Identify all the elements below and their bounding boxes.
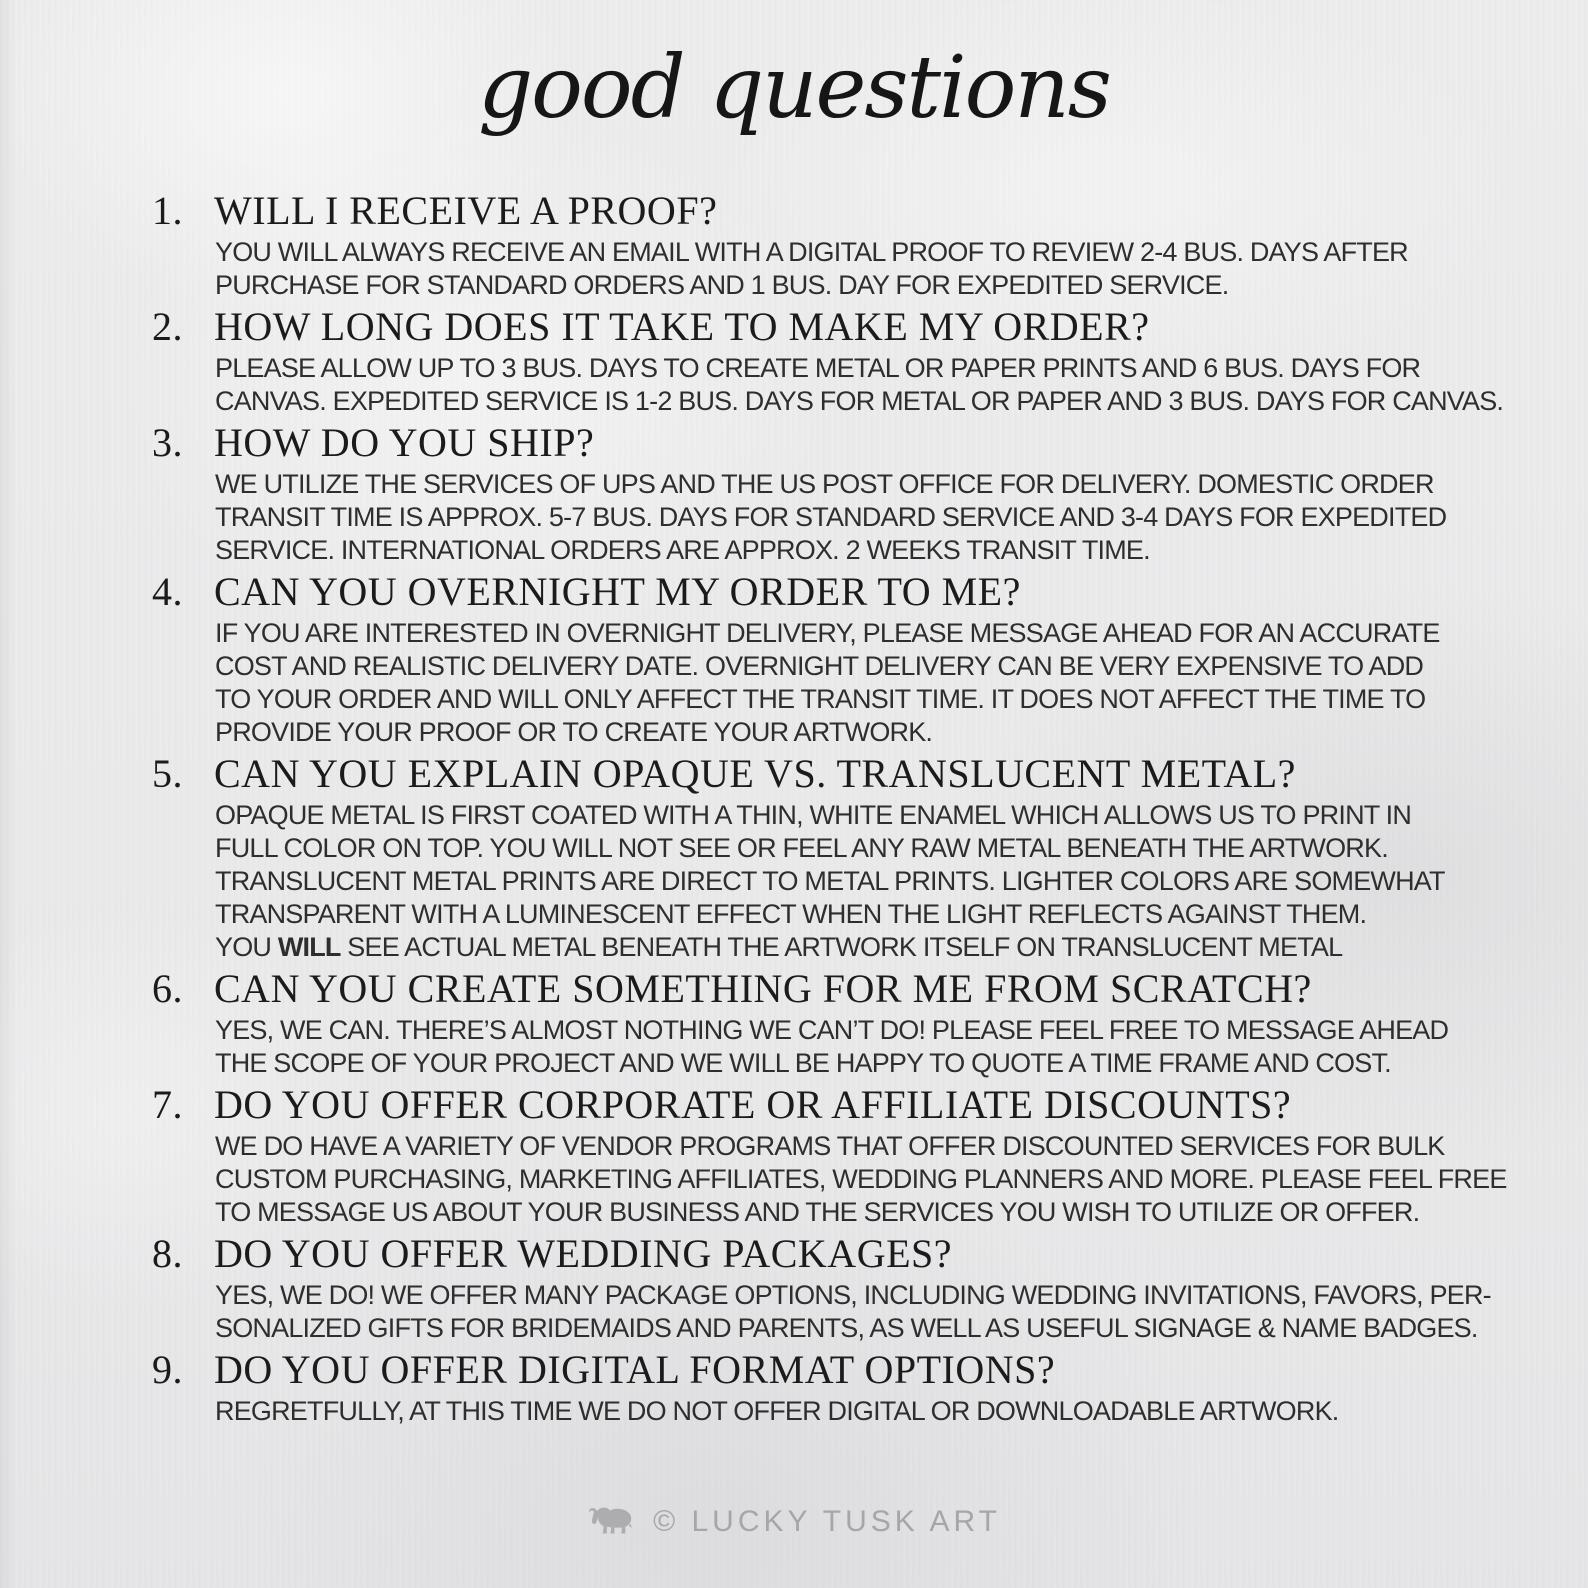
question-text: DO YOU OFFER WEDDING PACKAGES? (214, 1231, 953, 1276)
question-text: DO YOU OFFER DIGITAL FORMAT OPTIONS? (214, 1347, 1056, 1392)
answer-line: WE DO HAVE A VARIETY OF VENDOR PROGRAMS THAT OFFER DISCOUNTED SERVICES FOR BULK (215, 1131, 1445, 1161)
answer-line: TRANSLUCENT METAL PRINTS ARE DIRECT TO METAL PRINTS. LIGHTER COLORS ARE SOMEWHAT (215, 866, 1445, 896)
answer-line: REGRETFULLY, AT THIS TIME WE DO NOT OFFER DIGITAL OR DOWNLOADABLE ARTWORK. (215, 1396, 1339, 1426)
question-text: HOW LONG DOES IT TAKE TO MAKE MY ORDER? (214, 304, 1150, 349)
question-number: 8. (152, 1231, 183, 1276)
answer-line: YES, WE DO! WE OFFER MANY PACKAGE OPTIONS, INCLUDING WEDDING INVITATIONS, FAVORS, PER- (215, 1280, 1491, 1310)
question-number: 7. (152, 1082, 183, 1127)
elephant-icon (587, 1504, 639, 1540)
faq-question (0, 1345, 1588, 1395)
question-text: CAN YOU CREATE SOMETHING FOR ME FROM SCRATCH? (214, 966, 1312, 1011)
footer (0, 1504, 1588, 1540)
faq-item-3 (0, 418, 1588, 567)
answer-line: CUSTOM PURCHASING, MARKETING AFFILIATES, WEDDING PLANNERS AND MORE. PLEASE FEEL FREE (215, 1164, 1507, 1194)
question-number: 6. (152, 966, 183, 1011)
answer-line: PROVIDE YOUR PROOF OR TO CREATE YOUR ARTWORK. (215, 717, 933, 747)
answer-line: SERVICE. INTERNATIONAL ORDERS ARE APPROX. 2 WEEKS TRANSIT TIME. (215, 535, 1150, 565)
answer-line: COST AND REALISTIC DELIVERY DATE. OVERNIGHT DELIVERY CAN BE VERY EXPENSIVE TO ADD (215, 651, 1424, 681)
faq-item-9 (0, 1345, 1588, 1428)
faq-answer (0, 1395, 1588, 1428)
faq-answer (0, 799, 1588, 964)
copyright-text: © LUCKY TUSK ART (653, 1505, 1001, 1538)
faq-question (0, 749, 1588, 799)
faq-item-6 (0, 964, 1588, 1080)
faq-answer (0, 352, 1588, 418)
faq-answer (0, 236, 1588, 302)
faq-item-1 (0, 186, 1588, 302)
answer-line: TRANSIT TIME IS APPROX. 5-7 BUS. DAYS FOR STANDARD SERVICE AND 3-4 DAYS FOR EXPEDITED (215, 502, 1447, 532)
faq-item-7 (0, 1080, 1588, 1229)
faq-item-8 (0, 1229, 1588, 1345)
question-number: 9. (152, 1347, 183, 1392)
faq-question (0, 964, 1588, 1014)
faq-answer (0, 1279, 1588, 1345)
faq-answer (0, 468, 1588, 567)
answer-line: PLEASE ALLOW UP TO 3 BUS. DAYS TO CREATE METAL OR PAPER PRINTS AND 6 BUS. DAYS FOR (215, 353, 1421, 383)
answer-line: CANVAS. EXPEDITED SERVICE IS 1-2 BUS. DAYS FOR METAL OR PAPER AND 3 BUS. DAYS FOR CANVAS. (215, 386, 1504, 416)
faq-answer (0, 617, 1588, 749)
faq-question (0, 418, 1588, 468)
emphasis-pre: YOU (215, 932, 278, 962)
answer-line: WE UTILIZE THE SERVICES OF UPS AND THE US POST OFFICE FOR DELIVERY. DOMESTIC ORDER (215, 469, 1434, 499)
faq-answer (0, 1014, 1588, 1080)
question-number: 5. (152, 751, 183, 796)
faq-item-2 (0, 302, 1588, 418)
faq-question (0, 1080, 1588, 1130)
faq-item-5 (0, 749, 1588, 964)
question-text: WILL I RECEIVE A PROOF? (214, 188, 718, 233)
answer-line: THE SCOPE OF YOUR PROJECT AND WE WILL BE HAPPY TO QUOTE A TIME FRAME AND COST. (215, 1048, 1391, 1078)
question-number: 4. (152, 569, 183, 614)
answer-line: TO MESSAGE US ABOUT YOUR BUSINESS AND THE SERVICES YOU WISH TO UTILIZE OR OFFER. (215, 1197, 1420, 1227)
faq-question (0, 1229, 1588, 1279)
answer-line: TRANSPARENT WITH A LUMINESCENT EFFECT WHEN THE LIGHT REFLECTS AGAINST THEM. (215, 899, 1367, 929)
answer-line: OPAQUE METAL IS FIRST COATED WITH A THIN, WHITE ENAMEL WHICH ALLOWS US TO PRINT IN (215, 800, 1412, 830)
question-text: DO YOU OFFER CORPORATE OR AFFILIATE DISCOUNTS? (214, 1082, 1292, 1127)
faq-question (0, 186, 1588, 236)
answer-line: PURCHASE FOR STANDARD ORDERS AND 1 BUS. DAY FOR EXPEDITED SERVICE. (215, 270, 1229, 300)
answer-line: FULL COLOR ON TOP. YOU WILL NOT SEE OR FEEL ANY RAW METAL BENEATH THE ARTWORK. (215, 833, 1388, 863)
faq-question (0, 567, 1588, 617)
question-number: 2. (152, 304, 183, 349)
answer-line: YES, WE CAN. THERE’S ALMOST NOTHING WE CAN’T DO! PLEASE FEEL FREE TO MESSAGE AHEAD (215, 1015, 1449, 1045)
page-title: good questions (478, 38, 1110, 138)
question-text: CAN YOU OVERNIGHT MY ORDER TO ME? (214, 569, 1021, 614)
emphasis-post: SEE ACTUAL METAL BENEATH THE ARTWORK ITSELF ON TRANSLUCENT METAL (340, 932, 1343, 962)
answer-line: IF YOU ARE INTERESTED IN OVERNIGHT DELIVERY, PLEASE MESSAGE AHEAD FOR AN ACCURATE (215, 618, 1440, 648)
answer-line: SONALIZED GIFTS FOR BRIDEMAIDS AND PARENTS, AS WELL AS USEFUL SIGNAGE & NAME BADGES. (215, 1313, 1478, 1343)
faq-item-4 (0, 567, 1588, 749)
answer-line: YOU WILL ALWAYS RECEIVE AN EMAIL WITH A DIGITAL PROOF TO REVIEW 2-4 BUS. DAYS AFTER (215, 237, 1408, 267)
answer-line-emphasis (215, 931, 1588, 964)
answer-line: TO YOUR ORDER AND WILL ONLY AFFECT THE TRANSIT TIME. IT DOES NOT AFFECT THE TIME TO (215, 684, 1426, 714)
question-text: HOW DO YOU SHIP? (214, 420, 595, 465)
question-number: 1. (152, 188, 183, 233)
emphasis-bold: WILL (277, 932, 341, 962)
faq-answer (0, 1130, 1588, 1229)
faq-list (0, 186, 1588, 1428)
faq-question (0, 302, 1588, 352)
question-text: CAN YOU EXPLAIN OPAQUE VS. TRANSLUCENT METAL? (214, 751, 1296, 796)
question-number: 3. (152, 420, 183, 465)
